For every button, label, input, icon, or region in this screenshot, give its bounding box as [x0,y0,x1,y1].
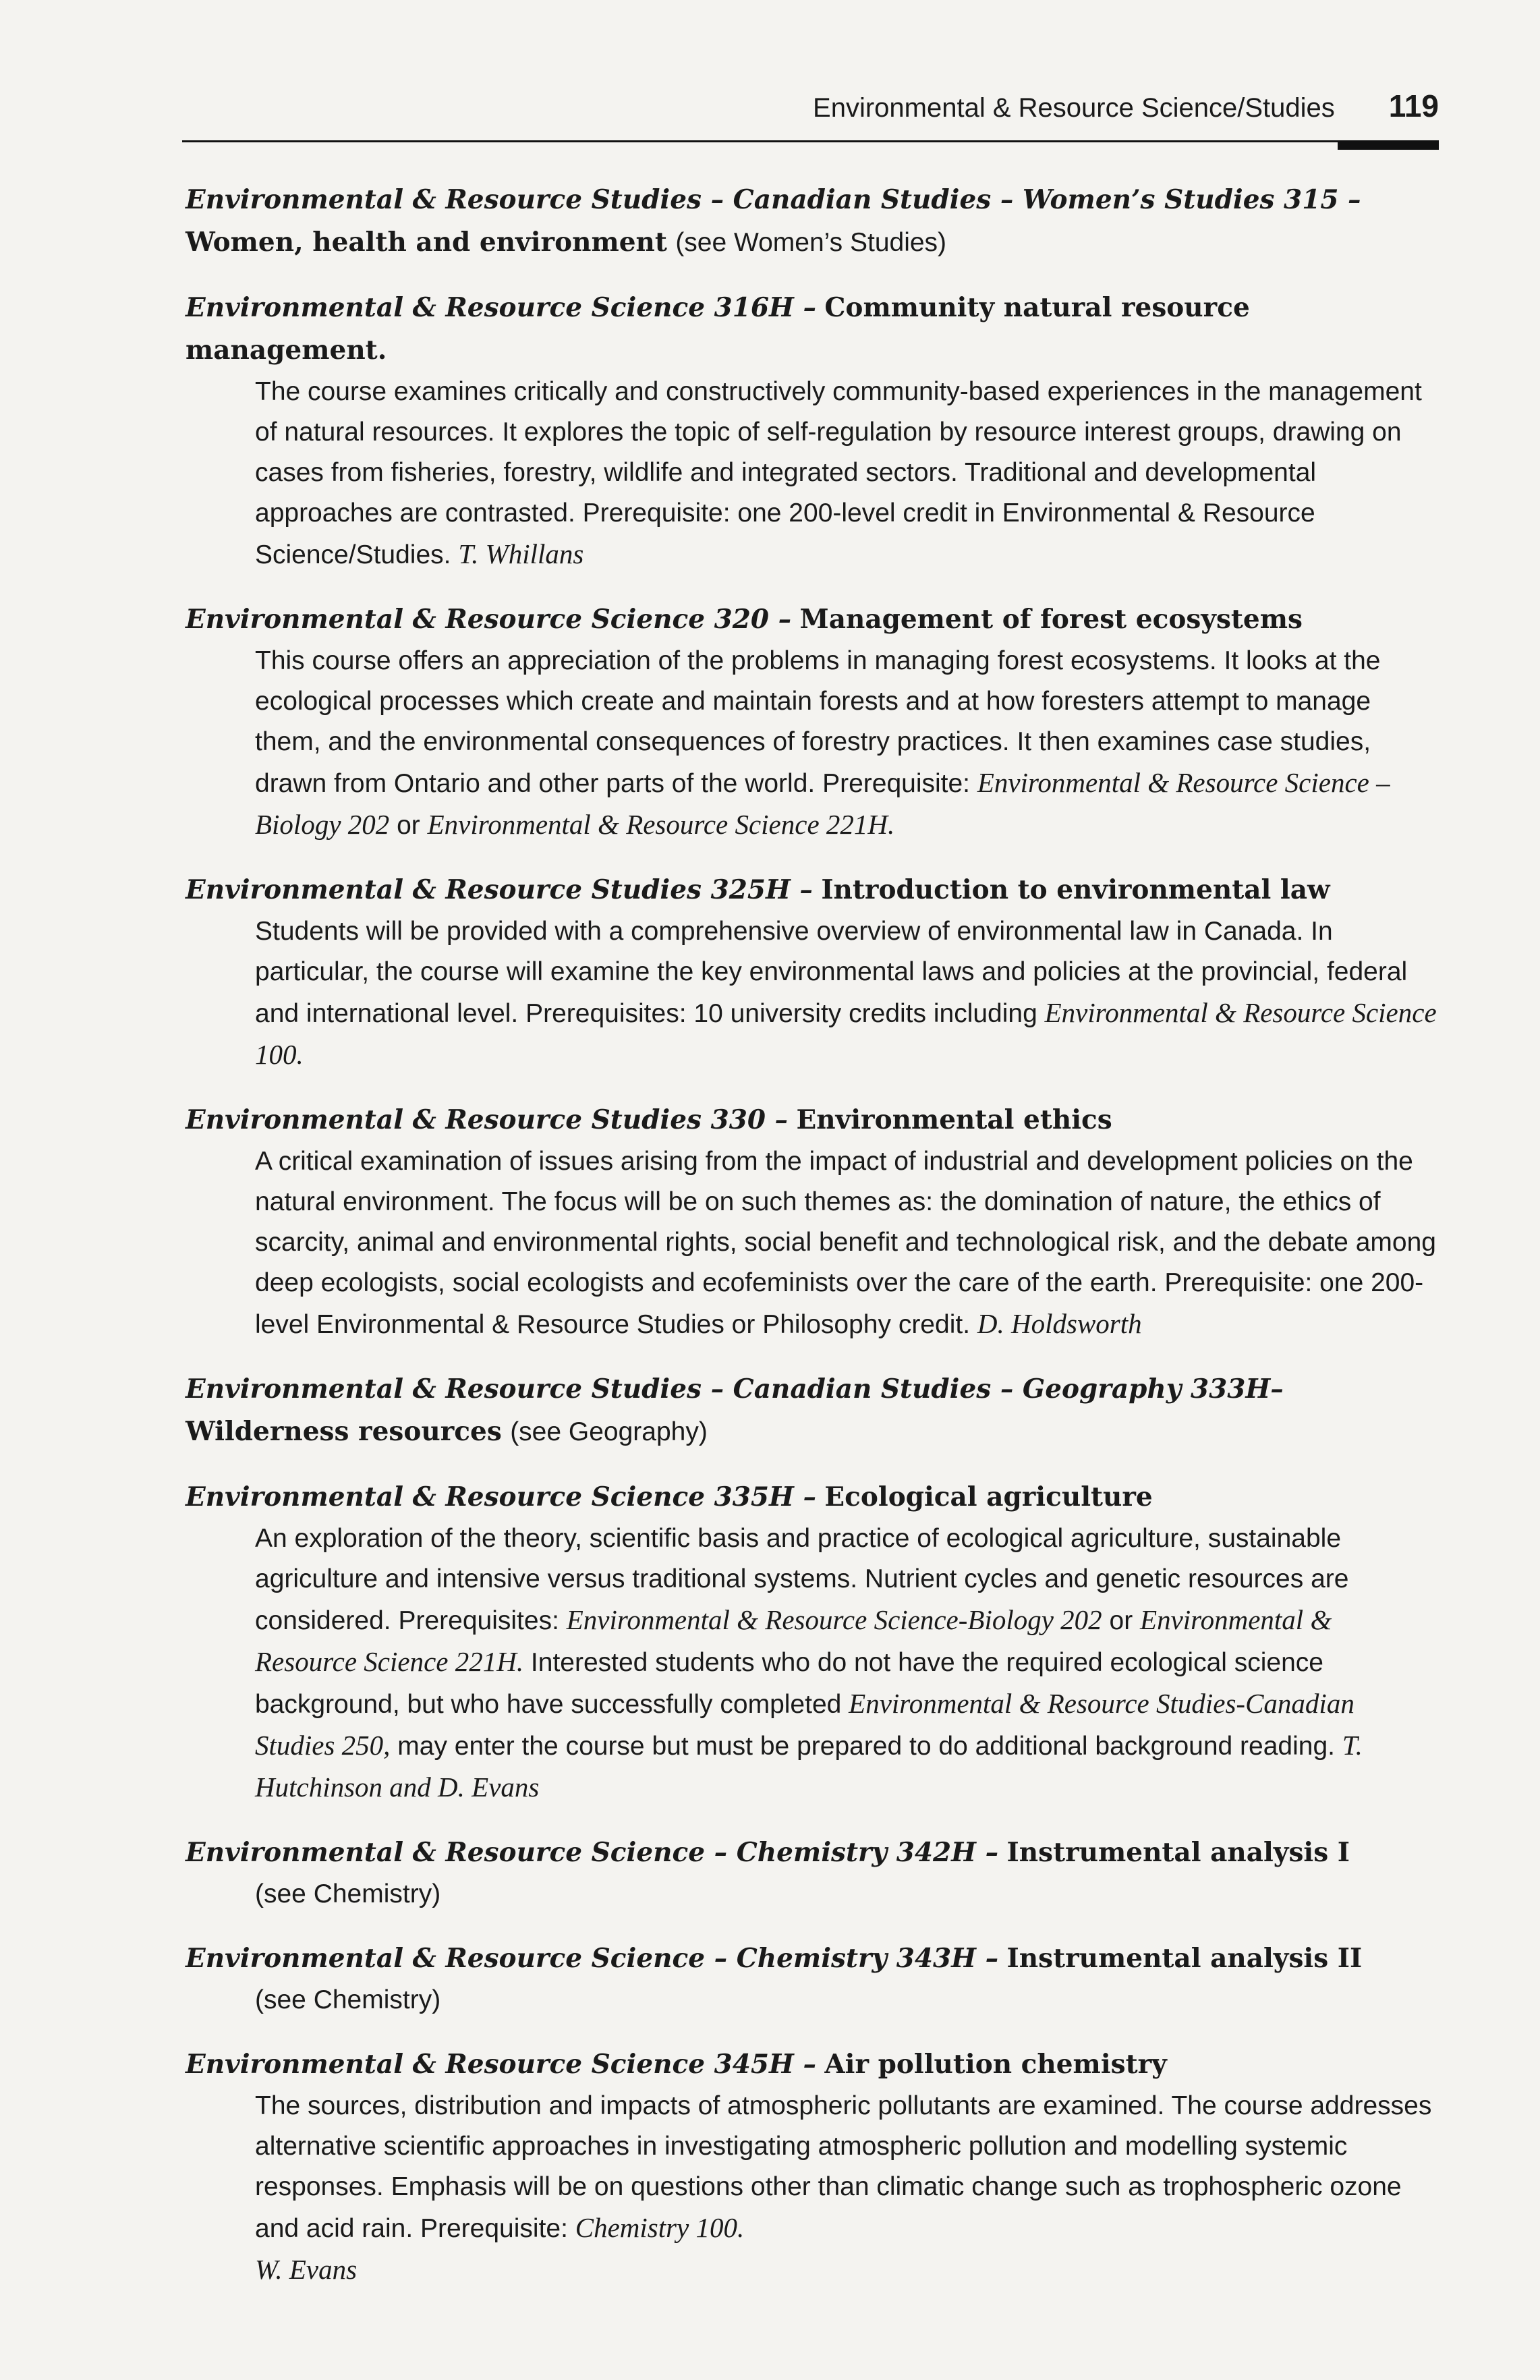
course-title: Instrumental analysis I [1006,1837,1350,1868]
course-entry [186,179,1439,264]
instructor: D. Holdsworth [977,1308,1142,1339]
course-title: Ecological agriculture [824,1481,1153,1512]
prerequisite-course: Environmental & Resource Studies-Canadian Studies 250, [255,1688,1354,1761]
cross-reference: (see Chemistry) [255,1985,441,2014]
description-text: The course examines critically and constructively community-based experiences in the management of natural resources. It explores the topic of self-regulation by resource interest groups, drawing on cases from fisheries, forestry, wildlife and integrated sectors. Traditional and developmental approaches are contrasted. Prerequisite: one 200-level credit in Environmental & Resource Science/Studies. [255,377,1422,569]
prerequisite-course: Chemistry 100. [575,2212,745,2243]
course-heading [186,179,1439,264]
description-text: An exploration of the theory, scientific basis and practice of ecological agriculture, sustainable agriculture and intensive versus traditional systems. Nutrient cycles and genetic resources are considered. Prerequisites: [255,1524,1349,1635]
course-entry [186,598,1439,846]
course-heading [186,869,1439,911]
course-entry [186,1832,1439,1915]
course-heading [186,287,1439,372]
description-text: A critical examination of issues arising from the impact of industrial and development policies on the natural environment. The focus will be on such themes as: the domination of nature, the ethics of scarcity, animal and environmental rights, social benefit and technological risk, and the debate among deep ecologists, social ecologists and ecofeminists over the care of the earth. Prerequisite: one 200-level Environmental & Resource Studies or Philosophy credit. [255,1147,1436,1339]
course-entry [186,1099,1439,1345]
course-description [255,641,1439,846]
course-entry [186,1937,1439,2020]
running-title: Environmental & Resource Science/Studies [813,93,1335,123]
course-code: Environmental & Resource Science 320 – [186,604,792,635]
cross-reference: (see Geography) [510,1417,708,1446]
course-listing [186,179,1439,2314]
course-title: Wilderness resources [186,1416,502,1447]
course-code: Environmental & Resource Studies 330 – [186,1104,789,1135]
instructor: T. Hutchinson and D. Evans [255,1730,1363,1803]
course-description [255,2086,1439,2291]
course-heading [186,1832,1439,1874]
course-code: Environmental & Resource Studies – Canadian Studies – Women’s Studies 315 – [186,184,1361,215]
cross-reference: (see Chemistry) [255,1879,441,1908]
prerequisite-joiner: or [389,811,428,840]
course-description [255,1141,1439,1345]
course-title: Air pollution chemistry [824,2049,1167,2080]
header-rule-tab [1338,140,1439,150]
instructor: T. Whillans [458,538,584,569]
course-heading [186,1476,1439,1519]
course-entry [186,1476,1439,1809]
course-code: Environmental & Resource Science 345H – [186,2049,816,2080]
prerequisite-course: Environmental & Resource Science-Biology 202 [566,1604,1102,1635]
course-heading [186,1099,1439,1141]
course-title: Instrumental analysis II [1006,1943,1363,1974]
course-entry [186,1368,1439,1453]
course-code: Environmental & Resource Science 316H – [186,292,816,323]
course-title: Women, health and environment [186,227,667,258]
description-text: Students will be provided with a comprehensive overview of environmental law in Canada. In particular, the course will examine the key environmental laws and policies at the provincial, federal and international level. Prerequisites: 10 university credits including [255,917,1408,1028]
course-heading [186,1937,1439,1980]
page-number: 119 [1388,88,1439,123]
course-title: Community natural resource management. [186,292,1250,366]
course-heading [186,598,1439,641]
cross-reference: (see Women’s Studies) [675,228,947,257]
header-rule [182,140,1439,142]
course-code: Environmental & Resource Science 335H – [186,1481,816,1512]
course-title: Management of forest ecosystems [799,604,1303,635]
course-entry [186,869,1439,1076]
course-description [255,372,1439,575]
course-heading [186,2043,1439,2086]
course-description [255,911,1439,1076]
course-description [255,1519,1439,1809]
course-entry [186,287,1439,575]
prerequisite-joiner: or [1102,1606,1141,1635]
instructor: W. Evans [255,2254,358,2285]
description-text: may enter the course but must be prepared to do additional background reading. [390,1732,1342,1761]
course-code: Environmental & Resource Studies 325H – [186,874,813,905]
prerequisite-course: Environmental & Resource Science 100. [255,997,1437,1070]
prerequisite-course: Environmental & Resource Science 221H. [255,1604,1332,1677]
description-text: Interested students who do not have the required ecological science background, but who have successfully completed [255,1648,1323,1719]
course-code: Environmental & Resource Science – Chemistry 342H – [186,1837,999,1868]
prerequisite-course: Environmental & Resource Science 221H. [427,809,895,840]
course-title: Introduction to environmental law [821,874,1330,905]
running-head [182,88,1439,142]
course-title: Environmental ethics [796,1104,1112,1135]
course-code: Environmental & Resource Studies – Canadian Studies – Geography 333H– [186,1373,1284,1405]
description-text: The sources, distribution and impacts of atmospheric pollutants are examined. The course addresses alternative scientific approaches in investigating atmospheric pollution and modelling systemic responses. Emphasis will be on questions other than climatic change such as trophospheric ozone and acid rain. Prerequisite: [255,2091,1432,2243]
prerequisite-course: Environmental & Resource Science – Biology 202 [255,767,1390,840]
course-entry [186,2043,1439,2291]
course-code: Environmental & Resource Science – Chemistry 343H – [186,1943,999,1974]
description-text: This course offers an appreciation of the problems in managing forest ecosystems. It looks at the ecological processes which create and maintain forests and at how foresters attempt to manage them, and the environmental consequences of forestry practices. It then examines case studies, drawn from Ontario and other parts of the world. Prerequisite: [255,646,1381,798]
course-heading [186,1368,1439,1453]
